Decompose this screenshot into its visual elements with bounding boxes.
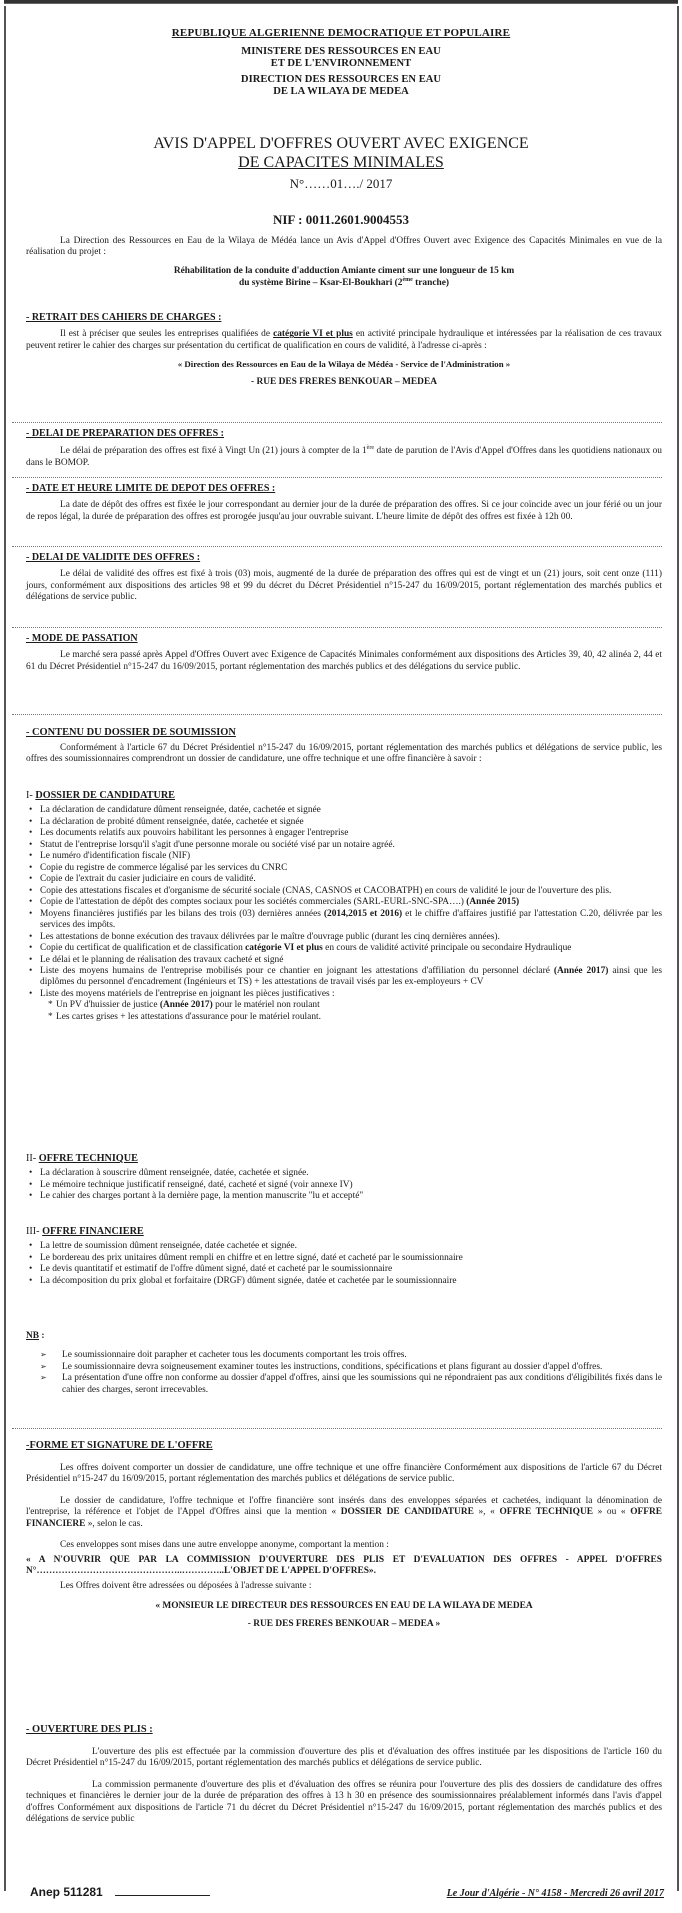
date-depot-text: La date de dépôt des offres est fixée le jour correspondant au dernier jour de la durée de préparation des offres. Si ce jour coïncide avec un jour férié ou un jour de repos légal, la durée de préparation des offres est prorogée jusqu'au jour ouvrable suivant. L'heure limite de dépôt des offres est fixée à 12h 00.	[26, 500, 662, 522]
project-title-line-2	[26, 277, 662, 290]
forme-text-2	[26, 1496, 662, 1530]
separator	[12, 714, 662, 715]
forme-text-4: Les Offres doivent être adressées ou déposées à l'adresse suivante :	[60, 1581, 312, 1592]
intro-section	[26, 236, 662, 290]
notice-title	[0, 134, 682, 172]
passation-text: Le marché sera passé après Appel d'Offres Ouvert avec Exigence de Capacités Minimales conformément aux dispositions des Articles 39, 40, 42 alinéa 2, 44 et 61 du Décret Présidentiel n°15-247 du 16/09/2015, portant réglementation des marchés publics et des délégations du service public.	[26, 650, 662, 672]
technique-list	[26, 1168, 662, 1202]
item14-year: (Année 2017)	[553, 966, 609, 976]
notice-number: N°……01…./ 2017	[289, 176, 393, 191]
sub1-text-a: Un PV d'huissier de justice	[56, 1000, 160, 1011]
ouverture-title: - OUVERTURE DES PLIS :	[26, 1724, 153, 1735]
passation-section	[26, 633, 662, 673]
list-item: • Le mémoire technique justificatif renseigné, daté, cacheté et signé (voir annexe IV)	[26, 1180, 662, 1191]
mention-technique: OFFRE TECHNIQUE	[499, 1507, 593, 1518]
delai-preparation-section	[26, 428, 662, 469]
delai-preparation-text	[26, 445, 662, 469]
retrait-title: - RETRAIT DES CAHIERS DE CHARGES :	[26, 312, 222, 323]
list-item: • Copie des attestations fiscales et d'organisme de sécurité sociale (CNAS, CASNOS et CACOBATPH) en cours de validité le jour de l'ouverture des plis.	[26, 886, 662, 897]
candidature-section	[26, 790, 662, 1023]
ministry-line: MINISTERE DES RESSOURCES EN EAU	[241, 45, 441, 57]
direction-line: DIRECTION DES RESSOURCES EN EAU	[240, 73, 442, 85]
contenu-title: - CONTENU DU DOSSIER DE SOUMISSION	[26, 727, 236, 738]
list-item: • Liste des moyens matériels de l'entreprise en joignant les pièces justificatives :	[26, 989, 662, 1000]
anep-reference: Anep 511281	[30, 1885, 103, 1899]
list-item	[26, 897, 662, 908]
item10-years: (2014,2015 et 2016)	[323, 908, 403, 919]
sublist-item: * Les cartes grises + les attestations d'assurance pour le matériel roulant.	[48, 1012, 662, 1023]
list-item: • La déclaration de candidature dûment renseignée, datée, cachetée et signée	[26, 805, 662, 816]
item9-year: (Année 2015)	[466, 897, 520, 908]
contenu-text: Conformément à l'article 67 du Décret Présidentiel n°15-247 du 16/09/2015, portant réglementation des marchés publics et délégations de service public, les offres des soumissionnaires comprendront un dossier de candidature, une offre technique et une offre financière à savoir :	[26, 742, 662, 765]
nb-heading: NB :	[26, 1331, 45, 1341]
forme-text-2a: Le dossier de candidature, l'offre technique et l'offre financière sont insérés dans des enveloppes séparées et cachetées, indiquant la dénomination de l'entreprise, la référence et l'objet de l'Appel d'Offres ainsi que la mention «	[26, 1495, 662, 1518]
project-line-2b: tranche)	[412, 278, 449, 289]
ouverture-text-2: La commission permanente d'ouverture des plis et d'évaluation des offres se réunira pour l'ouverture des plis des dossiers de candidature des offres techniques et financières le dernier jour de la durée de préparation des offres à 13 h 30 en présence des soumissionnaires préalablement informés dans l'avis d'appel d'offres Conformément aux dispositions de l'article 71 du décret du Décret Présidentiel n°15-247 du 16/09/2015, portant réglementation des marchés publics et des délégations de service public	[26, 1779, 662, 1825]
separator	[12, 477, 662, 478]
separator	[12, 546, 662, 547]
footer-line	[115, 1895, 210, 1896]
separator	[12, 627, 662, 628]
sub1-year: (Année 2017)	[159, 1000, 213, 1011]
forme-title: -FORME ET SIGNATURE DE L'OFFRE	[26, 1440, 213, 1451]
list-item	[26, 909, 662, 932]
right-border	[677, 6, 679, 1891]
list-item: • Statut de l'entreprise lorsqu'il s'agit d'une personne morale ou société visé par un notaire agréé.	[26, 840, 662, 851]
candidature-prefix: I-	[26, 790, 36, 801]
republic-line: REPUBLIQUE ALGERIENNE DEMOCRATIQUE ET POPULAIRE	[171, 27, 511, 39]
retrait-category: catégorie VI et plus	[273, 329, 353, 340]
list-item: • Les attestations de bonne exécution des travaux délivrées par le maître d'ouvrage public (durant les cinq dernières années).	[26, 932, 662, 943]
item9-text: Copie de l'attestation de dépôt des comptes sociaux pour les sociétés commerciales (SARL-EURL-SNC-SPA….)	[40, 897, 467, 908]
item10-text-a: Moyens financières justifiés par les bilans des trois (03) dernières années	[40, 908, 324, 919]
notice-title-line-2: DE CAPACITES MINIMALES	[238, 154, 444, 172]
sublist-item	[48, 1000, 662, 1011]
list-item: • Le cahier des charges portant à la dernière page, la mention manuscrite "lu et accepté"	[26, 1191, 662, 1202]
mention-financiere: OFFRE FINANCIERE	[26, 1507, 662, 1529]
institution-header	[0, 27, 682, 98]
retrait-address-1: « Direction des Ressources en Eau de la Wilaya de Médéa - Service de l'Administration »	[177, 359, 511, 370]
validite-section	[26, 552, 662, 604]
item10-text-c: et le chiffre d'affaires justifié par l'attestation C.20, délivrée par les services des impôts.	[40, 908, 662, 931]
notice-title-line-1: AVIS D'APPEL D'OFFRES OUVERT AVEC EXIGENCE	[153, 135, 529, 152]
forme-text-2g: », selon le cas.	[85, 1518, 143, 1529]
project-sup: ème	[402, 277, 413, 284]
retrait-text	[26, 329, 662, 352]
item12-category: catégorie VI et plus	[245, 943, 323, 954]
candidature-heading	[26, 790, 662, 802]
item14-text-c: ainsi que les diplômes du personnel d'encadrement (Ingénieurs et TS) + les attestations de travail visés par les ex-employeurs + CV	[40, 966, 662, 988]
list-item: • La déclaration de probité dûment renseignée, datée, cachetée et signée	[26, 817, 662, 828]
contenu-section	[26, 727, 662, 766]
retrait-address-2: - RUE DES FRERES BENKOUAR – MEDEA	[251, 376, 437, 387]
financiere-list	[26, 1241, 662, 1287]
publication-line: Le Jour d'Algérie - N° 4158 - Mercredi 26 avril 2017	[446, 1888, 664, 1899]
separator	[12, 1428, 662, 1429]
list-item: • Le numéro d'identification fiscale (NIF)	[26, 851, 662, 862]
list-item	[26, 943, 662, 954]
forme-address-2: - RUE DES FRERES BENKOUAR – MEDEA »	[247, 1619, 441, 1630]
sub1-text-c: pour le matériel non roulant	[212, 1000, 320, 1011]
project-title	[26, 266, 662, 290]
list-item: • La lettre de soumission dûment renseignée, datée cachetée et signée.	[26, 1241, 662, 1252]
financiere-section	[26, 1226, 662, 1287]
forme-text-2e: » ou «	[592, 1507, 631, 1518]
financiere-title: OFFRE FINANCIERE	[42, 1226, 144, 1237]
forme-section	[26, 1440, 662, 1631]
forme-text-1: Les offres doivent comporter un dossier de candidature, une offre technique et une offre financière Conformément aux dispositions de l'article 67 du Décret Présidentiel n°15-247 du 16/09/2015, portant réglementation des marchés publics et délégations de service public.	[26, 1462, 662, 1485]
nb-section	[26, 1331, 662, 1396]
nif-number: NIF : 0011.2601.9004553	[272, 212, 410, 227]
financiere-heading	[26, 1226, 662, 1238]
list-item: • La décomposition du prix global et forfaitaire (DRGF) dûment signée, datée et cachetée par le soumissionnaire	[26, 1276, 662, 1287]
list-item: • Copie du registre de commerce légalisé par les services du CNRC	[26, 863, 662, 874]
forme-text-3: Ces enveloppes sont mises dans une autre enveloppe anonyme, comportant la mention :	[60, 1540, 389, 1551]
retrait-text-b: en activité principale hydraulique et intéressées par la réalisation de ces travaux peuvent retirer le cahier des charges sur présentation du certificat de qualification en cours de validité, à l'adresse ci-après :	[26, 329, 662, 351]
list-item: ➢ Le soumissionnaire devra soigneusement examiner toutes les instructions, conditions, spécifications et plans figurant au dossier d'appel d'offres.	[26, 1362, 662, 1373]
ministry-line-2: ET DE L'ENVIRONNEMENT	[270, 57, 412, 69]
technique-title: OFFRE TECHNIQUE	[38, 1153, 138, 1164]
date-depot-title: - DATE ET HEURE LIMITE DE DEPOT DES OFFRES :	[26, 483, 276, 494]
list-item: • Les documents relatifs aux pouvoirs habilitant les personnes à engager l'entreprise	[26, 828, 662, 839]
delai-text-a: Le délai de préparation des offres est fixé à Vingt Un (21) jours à compter de la 1	[60, 446, 367, 457]
candidature-title: DOSSIER DE CANDIDATURE	[35, 790, 175, 801]
top-border	[4, 0, 678, 4]
intro-text: La Direction des Ressources en Eau de la Wilaya de Médéa lance un Avis d'Appel d'Offres Ouvert avec Exigence des Capacités Minimales en vue de la réalisation du projet :	[26, 236, 662, 258]
list-item: • Le devis quantitatif et estimatif de l'offre dûment signé, daté et cacheté par le soumissionnaire	[26, 1264, 662, 1275]
list-item: • Copie de l'extrait du casier judiciaire en cours de validité.	[26, 874, 662, 885]
delai-preparation-title: - DELAI DE PREPARATION DES OFFRES :	[26, 428, 224, 439]
technique-heading	[26, 1153, 662, 1165]
mention-candidature: DOSSIER DE CANDIDATURE	[340, 1507, 474, 1518]
validite-title: - DELAI DE VALIDITE DES OFFRES :	[26, 552, 201, 563]
candidature-list	[26, 805, 662, 1000]
materiel-sublist	[26, 1000, 662, 1023]
wilaya-line: DE LA WILAYA DE MEDEA	[273, 86, 409, 98]
forme-text-2c: », «	[473, 1507, 500, 1518]
project-line-2a: du système Birine – Ksar-El-Boukhari (2	[239, 278, 403, 289]
date-depot-section	[26, 483, 662, 523]
item14-text-a: Liste des moyens humains de l'entreprise mobilisés pour ce chantier en joignant les attestations d'affiliation du personnel déclaré	[40, 966, 554, 976]
separator	[12, 422, 662, 423]
list-item: ➢ La présentation d'une offre non conforme au dossier d'appel d'offres, ainsi que les soumissions qui ne répondraient pas aux conditions d'éligibilités fixés dans le cahier des charges, seront irrecevables.	[26, 1373, 662, 1396]
validite-text: Le délai de validité des offres est fixé à trois (03) mois, augmenté de la durée de préparation des offres qui est de vingt et un (21) jours, soit cent onze (111) jours, conformément aux dispositions des articles 98 et 99 du décret du Décret Présidentiel n°15-247 du 16/09/2015, portant réglementation des marchés publics et délégations de service public.	[26, 569, 662, 603]
list-item: • La déclaration à souscrire dûment renseignée, datée, cachetée et signée.	[26, 1168, 662, 1179]
delai-sup: ère	[366, 445, 374, 452]
list-item: • Le bordereau des prix unitaires dûment rempli en chiffre et en lettre signé, daté et cacheté par le soumissionnaire	[26, 1253, 662, 1264]
ouverture-text-1: L'ouverture des plis est effectuée par la commission d'ouverture des plis et d'évaluation des offres instituée par les dispositions de l'article 160 du Décret Présidentiel n°15-247 du 16/09/2015, portant réglementation des marchés publics et délégations de service public.	[26, 1746, 662, 1769]
list-item: ➢ Le soumissionnaire doit parapher et cacheter tous les documents comportant les trois offres.	[26, 1350, 662, 1361]
list-item	[26, 966, 662, 989]
retrait-text-a: Il est à préciser que seules les entreprises qualifiées de	[60, 329, 274, 340]
nb-list	[26, 1350, 662, 1396]
left-border	[4, 6, 6, 1891]
item12-text-a: Copie du certificat de qualification et de classification	[40, 943, 246, 954]
financiere-prefix: III-	[26, 1226, 43, 1237]
forme-address-1: « MONSIEUR LE DIRECTEUR DES RESSOURCES EN EAU DE LA WILAYA DE MEDEA	[155, 1600, 533, 1611]
list-item: • Le délai et le planning de réalisation des travaux cacheté et signé	[26, 955, 662, 966]
item12-text-c: en cours de validité activité principale ou secondaire Hydraulique	[322, 943, 572, 954]
ouverture-section	[26, 1724, 662, 1826]
enveloppe-mention: « A N'OUVRIR QUE PAR LA COMMISSION D'OUVERTURE DES PLIS ET D'EVALUATION DES OFFRES - APPEL D'OFFRES N°………………………………………..…………..L'OBJET DE L'APPEL D'OFFRES».	[26, 1554, 662, 1576]
nb-title: NB	[26, 1331, 40, 1341]
technique-prefix: II-	[26, 1153, 39, 1164]
delai-text-b: date de parution de l'Avis d'Appel d'Offres dans les quotidiens nationaux ou dans le BOMOP.	[26, 446, 662, 468]
project-title-line-1: Réhabilitation de la conduite d'adduction Amiante ciment sur une longueur de 15 km	[173, 265, 515, 276]
retrait-section	[26, 312, 662, 388]
technique-section	[26, 1153, 662, 1203]
passation-title: - MODE DE PASSATION	[26, 633, 138, 644]
